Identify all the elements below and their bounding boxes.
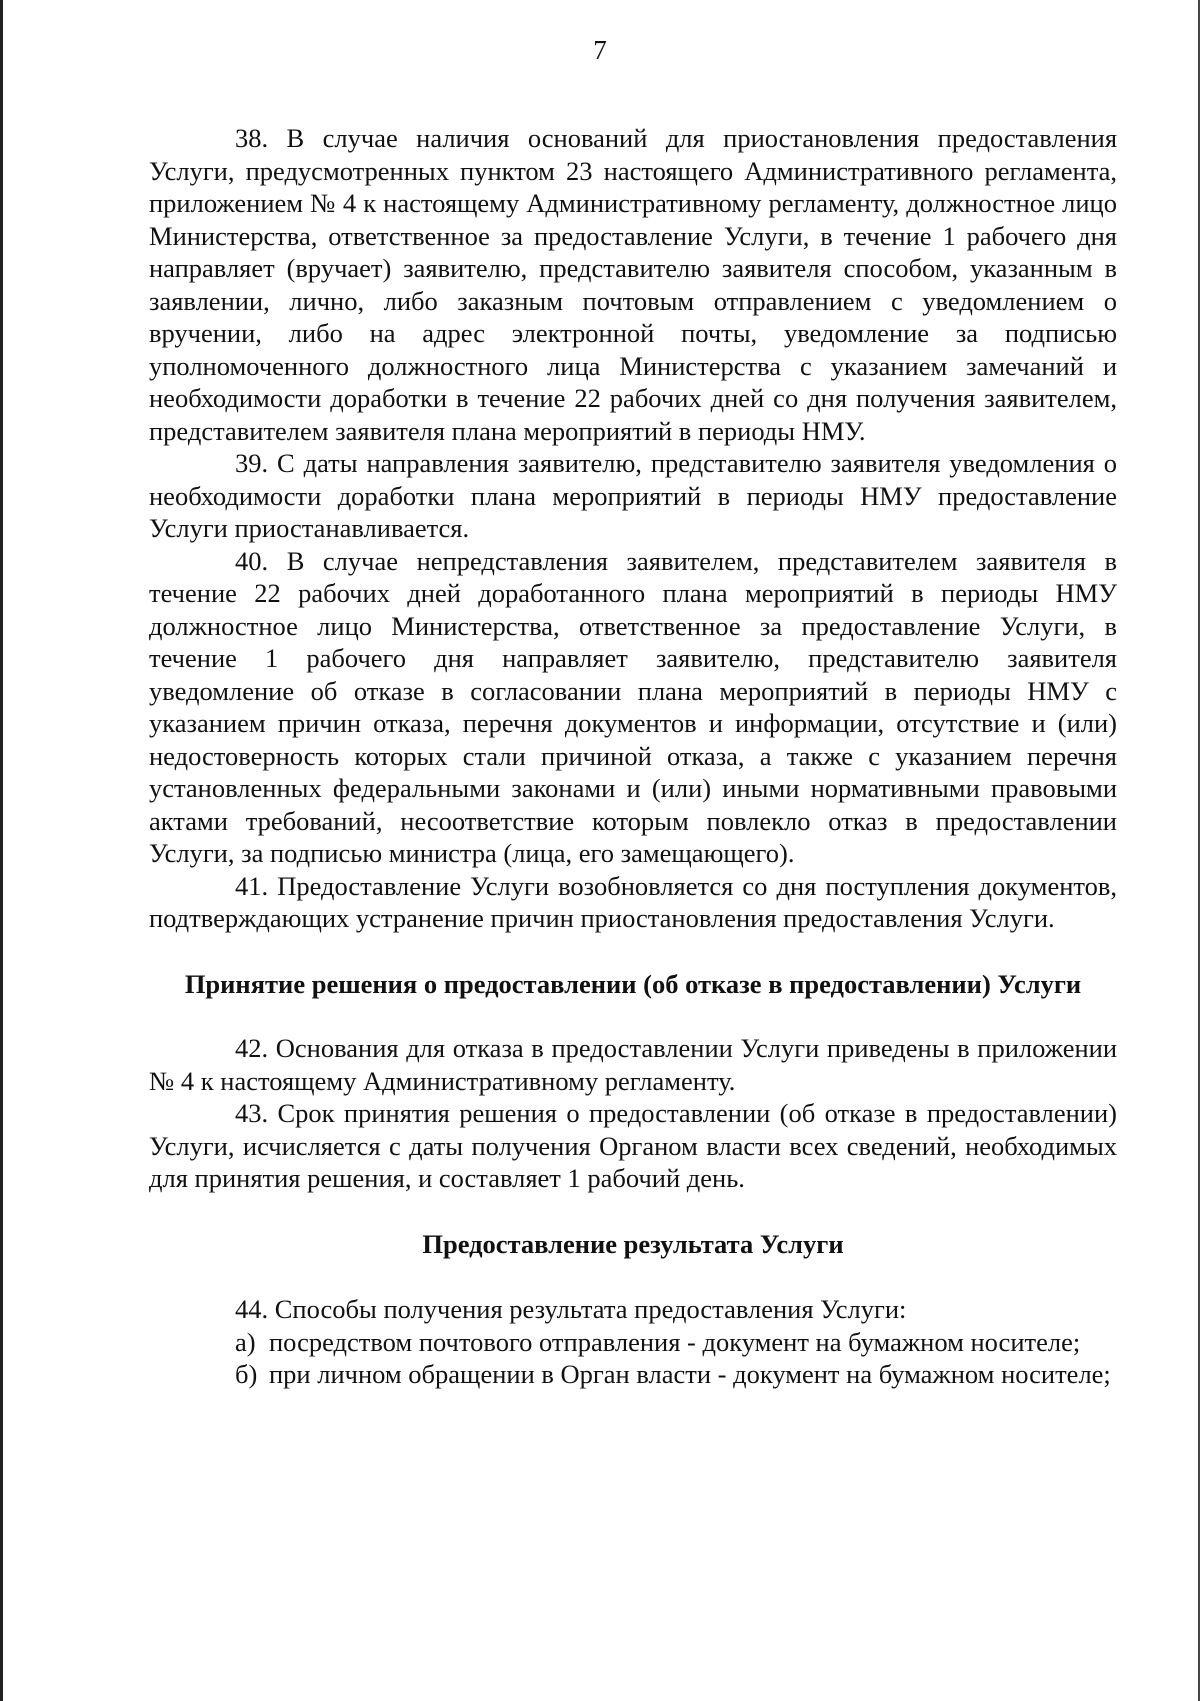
paragraph-number: 44. [235, 1294, 269, 1324]
paragraph-text: Предоставление Услуги возобновляется со дня поступления документов, подтверждающих устранение причин приостановления предоставления Услуги. [149, 870, 1118, 933]
list-item-a [149, 1326, 1117, 1359]
section-heading-result: Предоставление результата Услуги [422, 1228, 844, 1259]
paragraph-number: 40. [235, 545, 269, 576]
list-item-b [149, 1358, 1117, 1391]
paragraph-number: 38. [235, 123, 269, 153]
list-item-text: при личном обращении в Орган власти - документ на бумажном носителе; [269, 1359, 1111, 1389]
list-item-text: посредством почтового отправления - документ на бумажном носителе; [269, 1326, 1081, 1357]
paragraph-text: В случае непредставления заявителем, представителем заявителя в течение 22 рабочих дней доработанного плана мероприятий в периоды НМУ должностное лицо Министерства, ответственное за предоставление Услуги, в течение 1 рабочего дня направляет заявителю, представителю заявителя уведомление об отказе в согласовании плана мероприятий в периоды НМУ с указанием причин отказа, перечня документов и информации, отсутствие и (или) недостоверность которых стали причиной отказа, а также с указанием перечня установленных федеральными законами и (или) иными нормативными правовыми актами требований, несоответствие которым повлекло отказ в предоставлении Услуги, за подписью министра (лица, его замещающего). [149, 545, 1117, 868]
paragraph-text: В случае наличия оснований для приостановления предоставления Услуги, предусмотренных пунктом 23 настоящего Административного регламента, приложением № 4 к настоящему Административному регламенту, должностное лицо Министерства, ответственное за предоставление Услуги, в течение 1 рабочего дня направляет (вручает) заявителю, представителю заявителя способом, указанным в заявлении, лично, либо заказным почтовым отправлением с уведомлением о вручении, либо на адрес электронной почты, уведомление за подписью уполномоченного должностного лица Министерства с указанием замечаний и необходимости доработки в течение 22 рабочих дней со дня получения заявителем, представителем заявителя плана мероприятий в периоды НМУ. [149, 123, 1118, 446]
paragraph-39 [149, 447, 1117, 545]
section-heading-decision: Принятие решения о предоставлении (об отказе в предоставлении) Услуги [184, 968, 1082, 999]
paragraph-40 [149, 545, 1117, 870]
scan-edge-left [0, 0, 3, 1701]
paragraph-number: 43. [235, 1098, 269, 1128]
paragraph-38 [149, 122, 1117, 447]
list-item-letter: б) [235, 1359, 258, 1389]
list-item-letter: а) [235, 1326, 256, 1357]
paragraph-43 [149, 1097, 1117, 1195]
document-body [149, 122, 1117, 1391]
paragraph-text: Срок принятия решения о предоставлении (об отказе в предоставлении) Услуги, исчисляется с даты получения Органом власти всех сведений, необходимых для принятия решения, и составляет 1 рабочий день. [149, 1098, 1117, 1193]
paragraph-text: С даты направления заявителю, представителю заявителя уведомления о необходимости доработки плана мероприятий в периоды НМУ предоставление Услуги приостанавливается. [149, 448, 1118, 543]
paragraph-text: Основания для отказа в предоставлении Услуги приведены в приложении № 4 к настоящему Административному регламенту. [149, 1033, 1118, 1096]
paragraph-44 [149, 1293, 1117, 1326]
page-number: 7 [593, 35, 607, 65]
paragraph-text: Способы получения результата предоставления Услуги: [274, 1294, 907, 1324]
paragraph-42 [149, 1032, 1117, 1097]
paragraph-number: 42. [235, 1033, 269, 1063]
paragraph-number: 39. [235, 448, 269, 478]
paragraph-41 [149, 870, 1117, 935]
paragraph-number: 41. [235, 870, 269, 901]
